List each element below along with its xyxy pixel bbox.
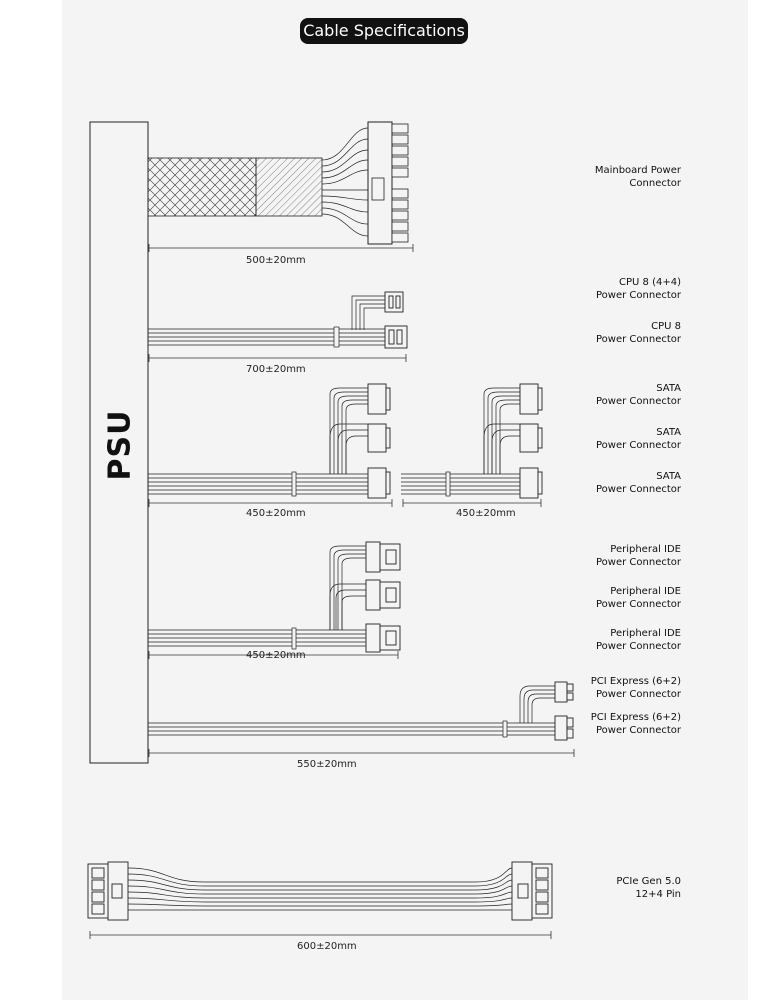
label-sata-1: SATA Power Connector [596, 383, 681, 407]
sata-connector [520, 424, 538, 452]
dimension-sata-a: 450±20mm [246, 508, 306, 519]
sata-connector [520, 468, 538, 498]
label-sata-2: SATA Power Connector [596, 427, 681, 451]
pcie-gen5-dimension-line [90, 931, 551, 939]
pcie-cable [148, 686, 555, 737]
sata-connector [368, 424, 386, 452]
psu-label: PSU [102, 409, 138, 481]
sata-connector [520, 384, 538, 414]
dimension-pcie-gen5: 600±20mm [297, 941, 357, 952]
dimension-cpu: 700±20mm [246, 364, 306, 375]
label-pcie-1: PCI Express (6+2) Power Connector [590, 676, 681, 700]
label-cpu-4plus4: CPU 8 (4+4) Power Connector [596, 277, 681, 301]
sata-b-dimension-line [403, 499, 541, 507]
pcie-dimension-line [149, 749, 574, 757]
dimension-sata-b: 450±20mm [456, 508, 516, 519]
dimension-mainboard: 500±20mm [246, 255, 306, 266]
label-ide-2: Peripheral IDE Power Connector [596, 586, 681, 610]
label-ide-1: Peripheral IDE Power Connector [596, 544, 681, 568]
label-sata-3: SATA Power Connector [596, 471, 681, 495]
ide-connector [366, 580, 380, 610]
pcie-6plus2-connector [555, 682, 567, 702]
sata-cable-a [148, 388, 368, 496]
mainboard-cable [148, 122, 408, 244]
pcie-gen5-cable [128, 868, 512, 910]
dimension-pcie: 550±20mm [297, 759, 357, 770]
label-mainboard: Mainboard Power Connector [594, 165, 681, 189]
sata-cable-b [401, 388, 520, 496]
sata-connector [368, 468, 386, 498]
ide-connector [366, 542, 380, 572]
mainboard-dimension-line [149, 244, 413, 252]
cpu-dimension-line [149, 354, 406, 362]
sata-a-dimension-line [149, 499, 392, 507]
ide-connector [366, 624, 380, 652]
dimension-ide: 450±20mm [246, 650, 306, 661]
page-title: Cable Specifications [300, 18, 468, 44]
ide-cable [148, 546, 366, 649]
label-ide-3: Peripheral IDE Power Connector [596, 628, 681, 652]
sata-connector [368, 384, 386, 414]
label-pcie-gen5: PCIe Gen 5.0 12+4 Pin [616, 876, 681, 900]
cpu-cable [148, 296, 385, 347]
pcie-6plus2-connector [555, 716, 567, 740]
label-pcie-2: PCI Express (6+2) Power Connector [590, 712, 681, 736]
label-cpu-8: CPU 8 Power Connector [596, 321, 681, 345]
cpu-8-connector [385, 326, 407, 348]
